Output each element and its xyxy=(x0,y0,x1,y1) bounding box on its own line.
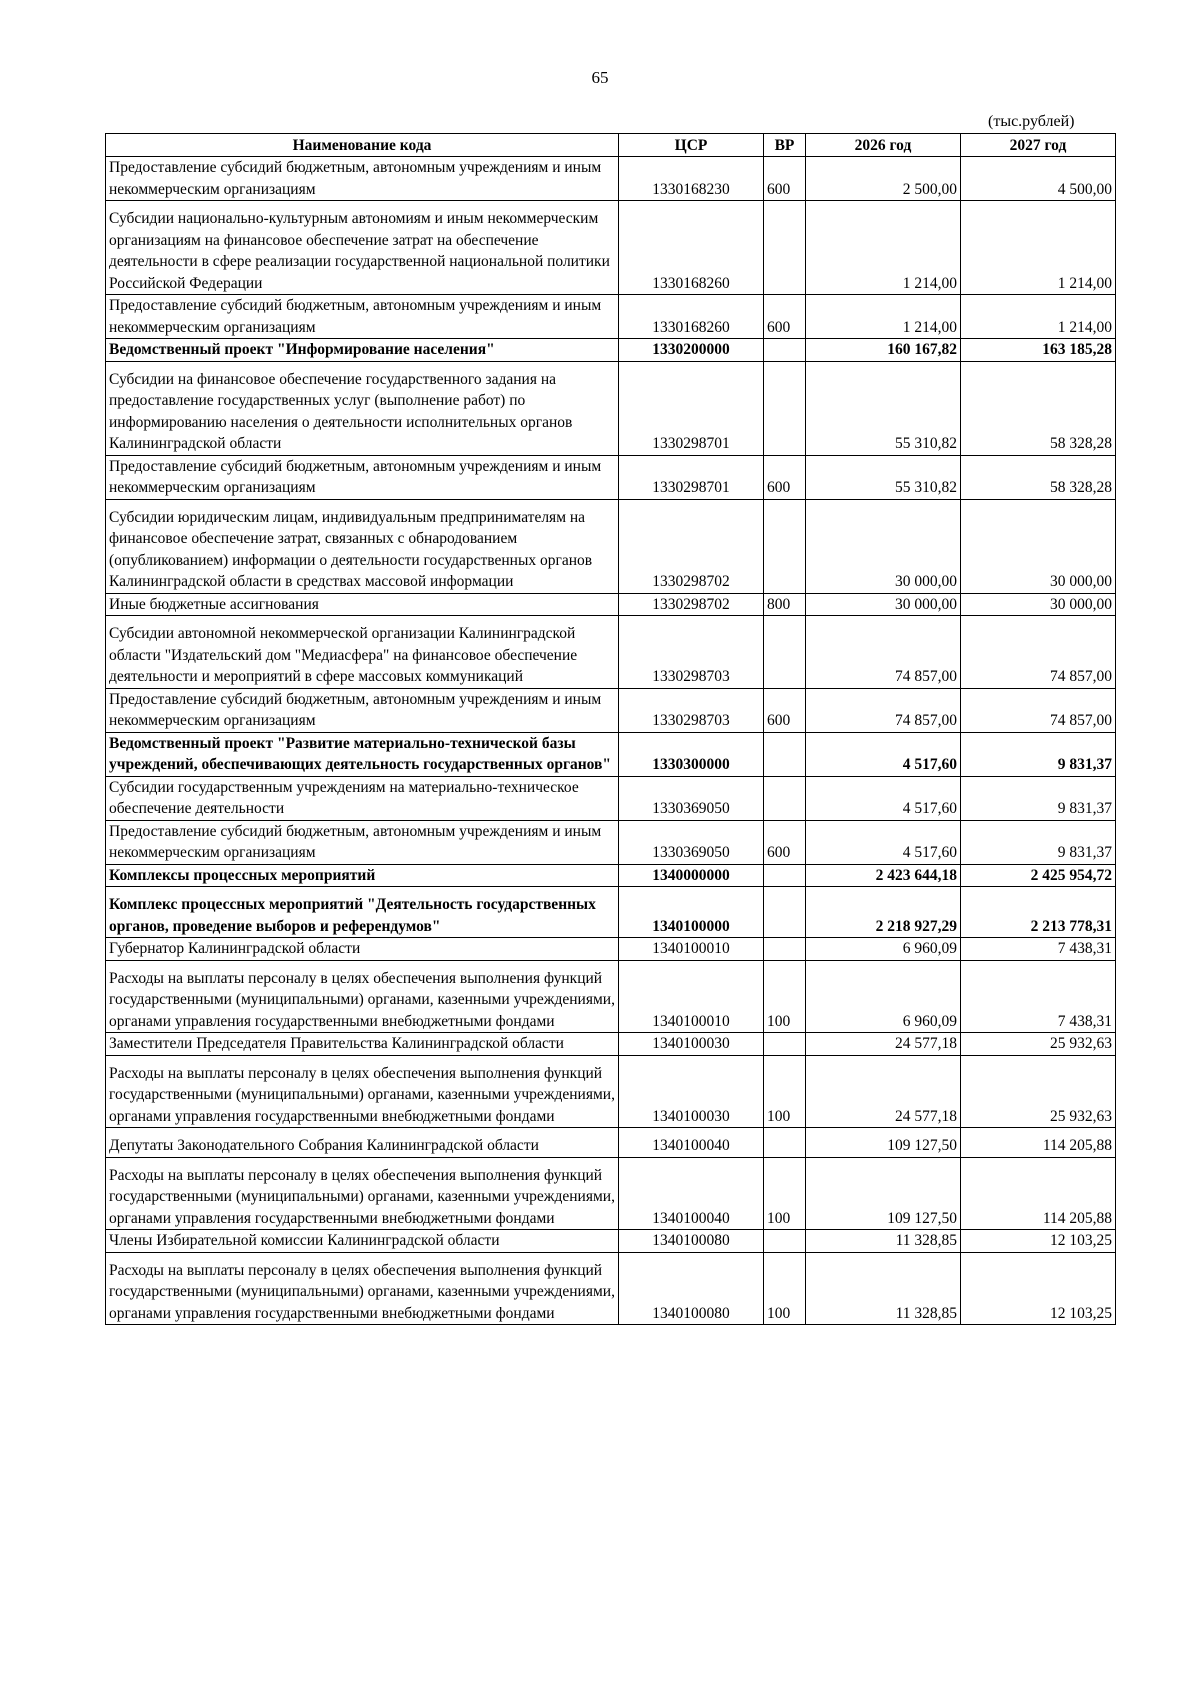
table-row xyxy=(106,887,1116,938)
row-name-cell: Предоставление субсидий бюджетным, автономным учреждениям и иным некоммерческим организациям xyxy=(106,295,619,339)
row-csr-cell: 1330168230 xyxy=(619,157,764,201)
row-2027-value-cell: 1 214,00 xyxy=(961,295,1116,339)
row-vr-cell: 600 xyxy=(764,295,806,339)
row-vr-cell xyxy=(764,499,806,593)
row-vr-cell: 100 xyxy=(764,1252,806,1325)
row-2027-value-cell: 7 438,31 xyxy=(961,960,1116,1033)
table-row xyxy=(106,864,1116,887)
row-2027-value-cell: 58 328,28 xyxy=(961,361,1116,455)
row-name-cell: Предоставление субсидий бюджетным, автономным учреждениям и иным некоммерческим организациям xyxy=(106,820,619,864)
row-vr-cell: 600 xyxy=(764,157,806,201)
row-csr-cell: 1340100080 xyxy=(619,1230,764,1253)
row-csr-cell: 1340100080 xyxy=(619,1252,764,1325)
row-vr-cell xyxy=(764,616,806,689)
row-name-cell: Субсидии национально-культурным автономиям и иным некоммерческим организациям на финансовое обеспечение затрат на обеспечение деятельности в сфере реализации государственной национальной политики Российской Федерации xyxy=(106,201,619,295)
row-vr-cell: 600 xyxy=(764,820,806,864)
table-row xyxy=(106,616,1116,689)
table-row xyxy=(106,1157,1116,1230)
row-csr-cell: 1340100040 xyxy=(619,1157,764,1230)
row-2026-value-cell: 6 960,09 xyxy=(806,938,961,961)
row-2027-value-cell: 163 185,28 xyxy=(961,339,1116,362)
row-name-cell: Расходы на выплаты персоналу в целях обеспечения выполнения функций государственными (муниципальными) органами, казенными учреждениями, органами управления государственными внебюджетными фондами xyxy=(106,1157,619,1230)
row-vr-cell xyxy=(764,339,806,362)
row-2027-value-cell: 4 500,00 xyxy=(961,157,1116,201)
table-row xyxy=(106,960,1116,1033)
row-2026-value-cell: 2 423 644,18 xyxy=(806,864,961,887)
table-body xyxy=(106,157,1116,1325)
table-row xyxy=(106,1055,1116,1128)
row-2027-value-cell: 1 214,00 xyxy=(961,201,1116,295)
row-2026-value-cell: 11 328,85 xyxy=(806,1230,961,1253)
row-2026-value-cell: 4 517,60 xyxy=(806,732,961,776)
page-number: 65 xyxy=(591,68,609,87)
row-csr-cell: 1330168260 xyxy=(619,201,764,295)
row-csr-cell: 1330168260 xyxy=(619,295,764,339)
row-name-cell: Предоставление субсидий бюджетным, автономным учреждениям и иным некоммерческим организациям xyxy=(106,688,619,732)
row-vr-cell xyxy=(764,201,806,295)
row-2027-value-cell: 25 932,63 xyxy=(961,1033,1116,1056)
row-vr-cell xyxy=(764,1230,806,1253)
table-row xyxy=(106,1128,1116,1158)
row-2027-value-cell: 2 425 954,72 xyxy=(961,864,1116,887)
row-2026-value-cell: 1 214,00 xyxy=(806,295,961,339)
row-csr-cell: 1340100040 xyxy=(619,1128,764,1158)
table-row xyxy=(106,295,1116,339)
row-2027-value-cell: 9 831,37 xyxy=(961,820,1116,864)
table-row xyxy=(106,593,1116,616)
row-2027-value-cell: 30 000,00 xyxy=(961,593,1116,616)
row-2027-value-cell: 25 932,63 xyxy=(961,1055,1116,1128)
row-2027-value-cell: 9 831,37 xyxy=(961,732,1116,776)
row-name-cell: Ведомственный проект "Развитие материально-технической базы учреждений, обеспечивающих деятельность государственных органов" xyxy=(106,732,619,776)
row-name-cell: Расходы на выплаты персоналу в целях обеспечения выполнения функций государственными (муниципальными) органами, казенными учреждениями, органами управления государственными внебюджетными фондами xyxy=(106,1252,619,1325)
row-vr-cell: 600 xyxy=(764,455,806,499)
row-csr-cell: 1340100010 xyxy=(619,960,764,1033)
row-2027-value-cell: 74 857,00 xyxy=(961,616,1116,689)
column-header-name: Наименование кода xyxy=(106,134,619,157)
row-2027-value-cell: 74 857,00 xyxy=(961,688,1116,732)
row-csr-cell: 1330298703 xyxy=(619,616,764,689)
row-csr-cell: 1330298702 xyxy=(619,499,764,593)
table-row xyxy=(106,1230,1116,1253)
row-2026-value-cell: 55 310,82 xyxy=(806,361,961,455)
row-name-cell: Предоставление субсидий бюджетным, автономным учреждениям и иным некоммерческим организациям xyxy=(106,455,619,499)
table-row xyxy=(106,776,1116,820)
row-vr-cell xyxy=(764,938,806,961)
row-2026-value-cell: 11 328,85 xyxy=(806,1252,961,1325)
row-name-cell: Субсидии автономной некоммерческой организации Калининградской области "Издательский дом "Медиасфера" на финансовое обеспечение деятельности и мероприятий в сфере массовых коммуникаций xyxy=(106,616,619,689)
row-name-cell: Комплексы процессных мероприятий xyxy=(106,864,619,887)
row-2026-value-cell: 30 000,00 xyxy=(806,499,961,593)
row-csr-cell: 1330369050 xyxy=(619,820,764,864)
row-name-cell: Депутаты Законодательного Собрания Калининградской области xyxy=(106,1128,619,1158)
row-name-cell: Субсидии юридическим лицам, индивидуальным предпринимателям на финансовое обеспечение затрат, связанных с обнародованием (опубликованием) информации о деятельности государственных органов Калининградской области в средствах массовой информации xyxy=(106,499,619,593)
row-name-cell: Ведомственный проект "Информирование населения" xyxy=(106,339,619,362)
row-2026-value-cell: 30 000,00 xyxy=(806,593,961,616)
row-vr-cell xyxy=(764,864,806,887)
row-csr-cell: 1330298701 xyxy=(619,361,764,455)
row-2026-value-cell: 55 310,82 xyxy=(806,455,961,499)
table-row xyxy=(106,339,1116,362)
row-name-cell: Расходы на выплаты персоналу в целях обеспечения выполнения функций государственными (муниципальными) органами, казенными учреждениями, органами управления государственными внебюджетными фондами xyxy=(106,1055,619,1128)
row-name-cell: Губернатор Калининградской области xyxy=(106,938,619,961)
row-2027-value-cell: 7 438,31 xyxy=(961,938,1116,961)
row-2026-value-cell: 2 218 927,29 xyxy=(806,887,961,938)
column-header-year-2027: 2027 год xyxy=(961,134,1116,157)
row-2027-value-cell: 114 205,88 xyxy=(961,1128,1116,1158)
row-vr-cell xyxy=(764,887,806,938)
column-header-csr: ЦСР xyxy=(619,134,764,157)
row-2027-value-cell: 114 205,88 xyxy=(961,1157,1116,1230)
row-2026-value-cell: 1 214,00 xyxy=(806,201,961,295)
budget-table xyxy=(105,133,1116,1325)
row-vr-cell: 800 xyxy=(764,593,806,616)
row-vr-cell: 100 xyxy=(764,1157,806,1230)
table-row xyxy=(106,157,1116,201)
table-row xyxy=(106,688,1116,732)
table-row xyxy=(106,499,1116,593)
row-2027-value-cell: 58 328,28 xyxy=(961,455,1116,499)
row-2026-value-cell: 4 517,60 xyxy=(806,820,961,864)
row-name-cell: Субсидии на финансовое обеспечение государственного задания на предоставление государственных услуг (выполнение работ) по информированию населения о деятельности исполнительных органов Калининградской области xyxy=(106,361,619,455)
row-2027-value-cell: 12 103,25 xyxy=(961,1252,1116,1325)
table-row xyxy=(106,1252,1116,1325)
row-vr-cell: 100 xyxy=(764,1055,806,1128)
row-name-cell: Расходы на выплаты персоналу в целях обеспечения выполнения функций государственными (муниципальными) органами, казенными учреждениями, органами управления государственными внебюджетными фондами xyxy=(106,960,619,1033)
row-2026-value-cell: 6 960,09 xyxy=(806,960,961,1033)
row-2027-value-cell: 2 213 778,31 xyxy=(961,887,1116,938)
row-csr-cell: 1330298703 xyxy=(619,688,764,732)
row-2026-value-cell: 109 127,50 xyxy=(806,1157,961,1230)
row-2026-value-cell: 74 857,00 xyxy=(806,616,961,689)
row-csr-cell: 1330298701 xyxy=(619,455,764,499)
row-2026-value-cell: 24 577,18 xyxy=(806,1055,961,1128)
row-vr-cell: 600 xyxy=(764,688,806,732)
row-name-cell: Иные бюджетные ассигнования xyxy=(106,593,619,616)
row-csr-cell: 1330300000 xyxy=(619,732,764,776)
row-2026-value-cell: 160 167,82 xyxy=(806,339,961,362)
row-name-cell: Заместители Председателя Правительства Калининградской области xyxy=(106,1033,619,1056)
table-row xyxy=(106,201,1116,295)
table-row xyxy=(106,820,1116,864)
row-name-cell: Комплекс процессных мероприятий "Деятельность государственных органов, проведение выборов и референдумов" xyxy=(106,887,619,938)
row-csr-cell: 1330298702 xyxy=(619,593,764,616)
row-csr-cell: 1330200000 xyxy=(619,339,764,362)
row-csr-cell: 1340100030 xyxy=(619,1033,764,1056)
row-name-cell: Предоставление субсидий бюджетным, автономным учреждениям и иным некоммерческим организациям xyxy=(106,157,619,201)
row-name-cell: Субсидии государственным учреждениям на материально-техническое обеспечение деятельности xyxy=(106,776,619,820)
table-row xyxy=(106,938,1116,961)
row-2026-value-cell: 74 857,00 xyxy=(806,688,961,732)
row-vr-cell xyxy=(764,1128,806,1158)
table-row xyxy=(106,1033,1116,1056)
table-row xyxy=(106,732,1116,776)
column-header-year-2026: 2026 год xyxy=(806,134,961,157)
row-2026-value-cell: 4 517,60 xyxy=(806,776,961,820)
row-name-cell: Члены Избирательной комиссии Калининградской области xyxy=(106,1230,619,1253)
row-2026-value-cell: 109 127,50 xyxy=(806,1128,961,1158)
row-csr-cell: 1340000000 xyxy=(619,864,764,887)
row-vr-cell xyxy=(764,776,806,820)
row-vr-cell xyxy=(764,361,806,455)
row-2026-value-cell: 2 500,00 xyxy=(806,157,961,201)
row-2027-value-cell: 30 000,00 xyxy=(961,499,1116,593)
row-csr-cell: 1340100030 xyxy=(619,1055,764,1128)
row-2027-value-cell: 12 103,25 xyxy=(961,1230,1116,1253)
units-label: (тыс.рублей) xyxy=(988,113,1075,130)
row-vr-cell: 100 xyxy=(764,960,806,1033)
row-csr-cell: 1340100000 xyxy=(619,887,764,938)
column-header-vr: ВР xyxy=(764,134,806,157)
row-2027-value-cell: 9 831,37 xyxy=(961,776,1116,820)
table-row xyxy=(106,361,1116,455)
row-2026-value-cell: 24 577,18 xyxy=(806,1033,961,1056)
row-vr-cell xyxy=(764,1033,806,1056)
row-vr-cell xyxy=(764,732,806,776)
row-csr-cell: 1330369050 xyxy=(619,776,764,820)
table-header-row xyxy=(106,134,1116,157)
table-row xyxy=(106,455,1116,499)
row-csr-cell: 1340100010 xyxy=(619,938,764,961)
